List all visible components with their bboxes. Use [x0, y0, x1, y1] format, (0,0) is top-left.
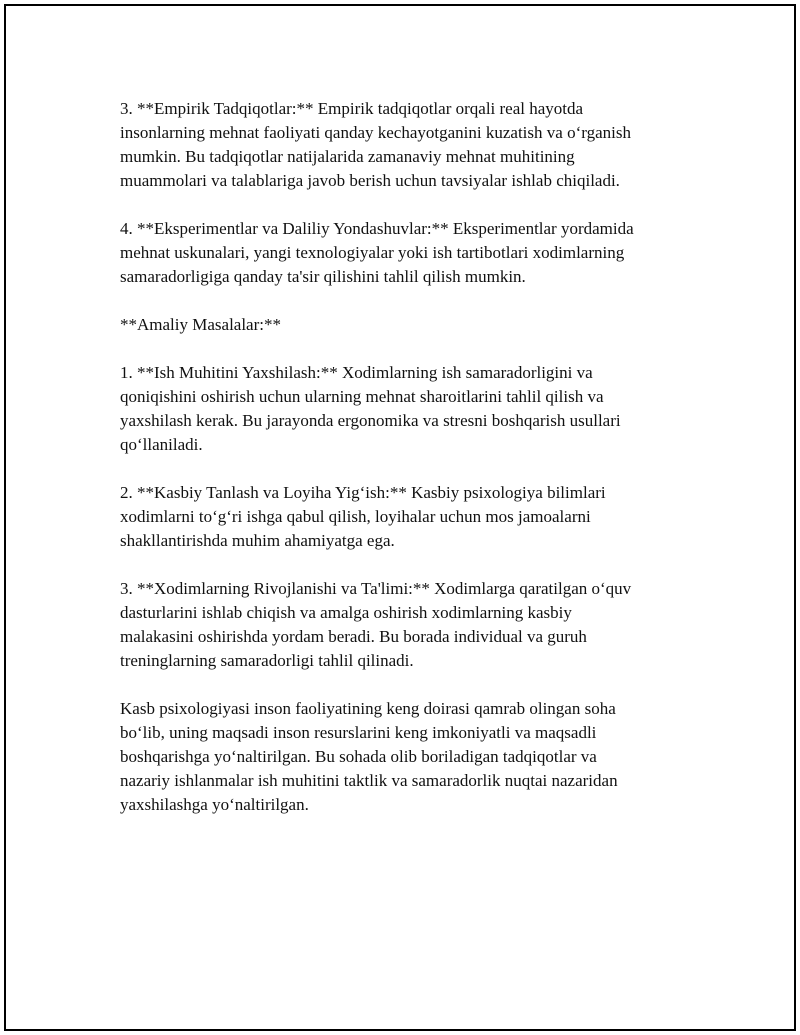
page-frame — [4, 4, 796, 1031]
paragraph-work-environment: 1. **Ish Muhitini Yaxshilash:** Xodimlarning ish samaradorligini va qoniqishini oshirish uchun ularning mehnat sharoitlarini tahlil qilish va yaxshilash kerak. Bu jarayonda ergonomika va stresni boshqarish usullari qo‘llaniladi. — [120, 363, 621, 454]
section-heading-practical-issues: **Amaliy Masalalar:** — [120, 315, 281, 334]
paragraph-experiments: 4. **Eksperimentlar va Daliliy Yondashuvlar:** Eksperimentlar yordamida mehnat uskunalari, yangi texnologiyalar yoki ish tartibotlari xodimlarning samaradorligiga qanday ta'sir qilishini tahlil qilish mumkin. — [120, 219, 634, 286]
paragraph-professional-selection: 2. **Kasbiy Tanlash va Loyiha Yig‘ish:** Kasbiy psixologiya bilimlari xodimlarni to‘g‘ri ishga qabul qilish, loyihalar uchun mos jamoalarni shakllantirishda muhim ahamiyatga ega. — [120, 483, 606, 550]
document-body — [120, 97, 690, 817]
paragraph-empirical-research: 3. **Empirik Tadqiqotlar:** Empirik tadqiqotlar orqali real hayotda insonlarning mehnat faoliyati qanday kechayotganini kuzatish va o‘rganish mumkin. Bu tadqiqotlar natijalarida zamanaviy mehnat muhitining muammolari va talablariga javob berish uchun tavsiyalar ishlab chiqiladi. — [120, 99, 631, 190]
paragraph-conclusion: Kasb psixologiyasi inson faoliyatining keng doirasi qamrab olingan soha bo‘lib, uning maqsadi inson resurslarini keng imkoniyatli va maqsadli boshqarishga yo‘naltirilgan. Bu sohada olib boriladigan tadqiqotlar va nazariy ishlanmalar ish muhitini taktlik va samaradorlik nuqtai nazaridan yaxshilashga yo‘naltirilgan. — [120, 699, 618, 814]
paragraph-staff-development: 3. **Xodimlarning Rivojlanishi va Ta'limi:** Xodimlarga qaratilgan o‘quv dasturlarini ishlab chiqish va amalga oshirish xodimlarning kasbiy malakasini oshirishda yordam beradi. Bu borada individual va guruh treninglarning samaradorligi tahlil qilinadi. — [120, 579, 632, 670]
